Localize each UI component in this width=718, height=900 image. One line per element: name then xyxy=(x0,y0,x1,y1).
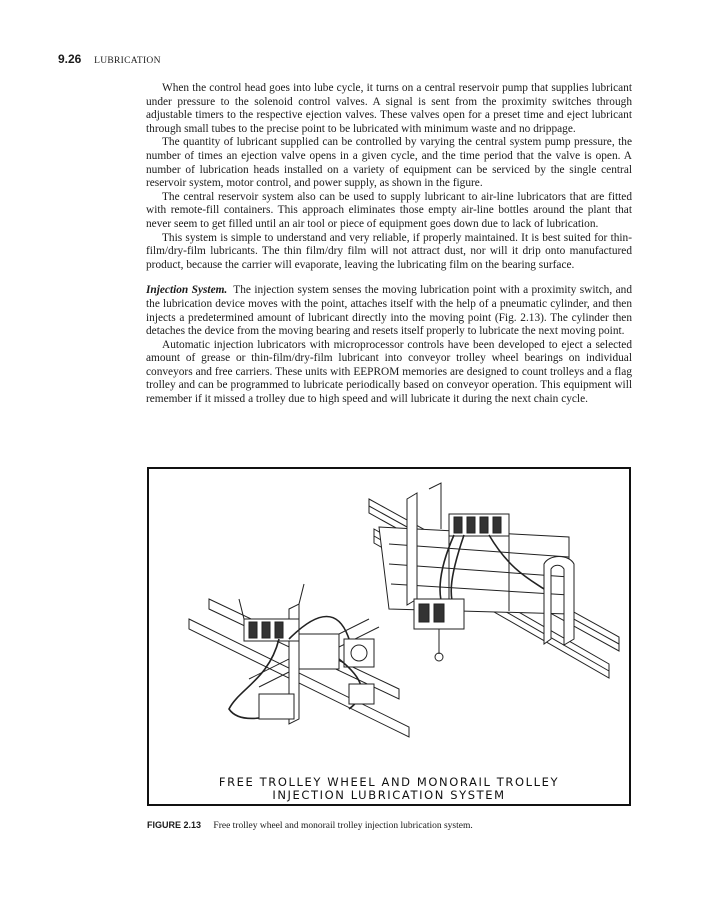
figure-number: FIGURE 2.13 xyxy=(147,820,202,830)
body-text xyxy=(146,82,632,407)
page-number: 9.26 xyxy=(58,52,82,66)
monorail-trolley-unit xyxy=(369,483,619,678)
free-trolley-unit xyxy=(189,584,409,737)
paragraph: This system is simple to understand and very reliable, if properly maintained. It is best suited for thin-film/dry-film lubricants. The thin film/dry film will not attract dust, nor will it drip onto manufactured product, because the carrier will evaporate, leaving the lubricating film on the bearing surface. xyxy=(146,231,632,271)
figure-label-line2: INJECTION LUBRICATION SYSTEM xyxy=(272,788,506,802)
figure-label-line1: FREE TROLLEY WHEEL AND MONORAIL TROLLEY xyxy=(218,775,560,789)
paragraph: The quantity of lubricant supplied can be controlled by varying the central system pump pressure, the number of times an ejection valve opens in a given cycle, and the time period that the valve is open. A number of lubrication heads installed on a variety of equipment can be serviced by the single central reservoir system, motor control, and power supply, as shown in the figure. xyxy=(146,136,632,190)
caption-text: Free trolley wheel and monorail trolley injection lubrication system. xyxy=(213,821,473,831)
figure-caption xyxy=(147,820,473,831)
paragraph: Automatic injection lubricators with microprocessor controls have been developed to eject a selected amount of grease or thin-film/dry-film lubricant into conveyor trolley wheel bearings on individual conveyors and free carriers. These units with EEPROM memories are designed to count trolleys and a flag trolley and can be programmed to lubricate periodically based on conveyor operation. This equipment will remember if it missed a trolley due to high speed and will lubricate it during the next chain cycle. xyxy=(146,338,632,406)
running-head xyxy=(58,52,161,66)
run-in-heading: Injection System. xyxy=(146,284,228,297)
injection-paragraph xyxy=(146,284,632,338)
injection-text: The injection system senses the moving lubrication point with a proximity switch, and the lubrication device moves with the point, attaches itself with the help of a pneumatic cylinder, and then injects a predetermined amount of lubricant directly into the moving point (Fig. 2.13). The cylinder then detaches the device from the moving bearing and resets itself properly to lubricate the next moving point. xyxy=(146,284,632,338)
figure-2-13 xyxy=(147,467,631,806)
paragraph: The central reservoir system also can be used to supply lubricant to air-line lubricators that are fitted with remote-fill containers. This approach eliminates those empty air-line bottles around the plant that never seem to get filled until an air tool or piece of equipment goes down due to lack of lubrication. xyxy=(146,190,632,230)
section-title: LUBRICATION xyxy=(94,56,161,66)
lubrication-system-illustration xyxy=(149,469,629,769)
paragraph: When the control head goes into lube cycle, it turns on a central reservoir pump that supplies lubricant under pressure to the solenoid control valves. A signal is sent from the proximity switches through adjustable timers to the respective ejection valves. These valves open for a preset time and eject lubricant through small tubes to the precise point to be lubricated with minimum waste and no drippage. xyxy=(146,82,632,135)
